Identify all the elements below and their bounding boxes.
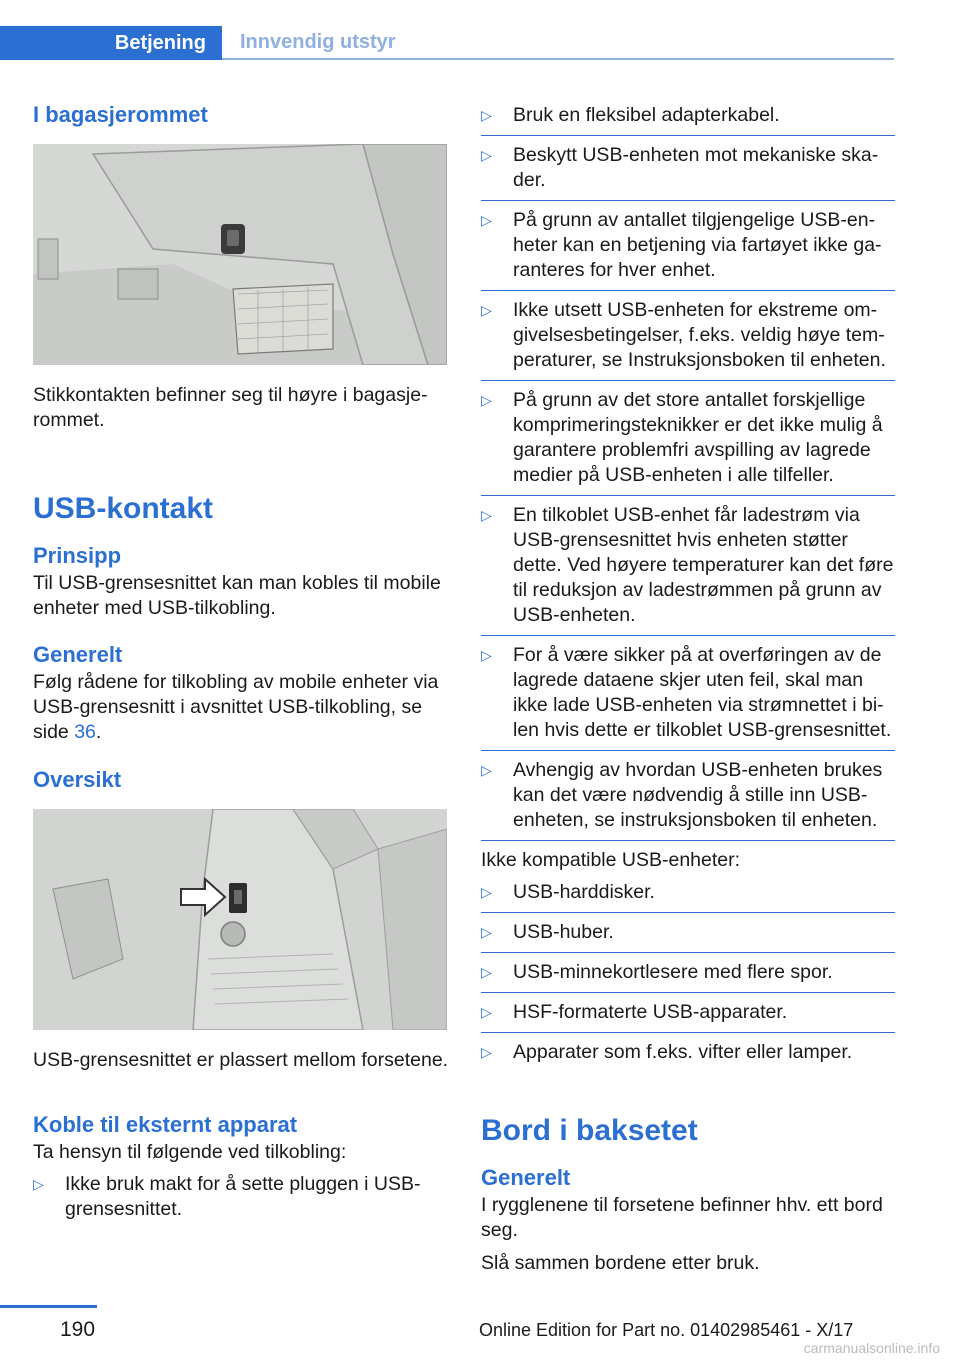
- list-item-text: HSF-formaterte USB-apparater.: [513, 1001, 788, 1023]
- paragraph-koble-til: Ta hensyn til følgende ved tilkobling:: [33, 1141, 347, 1163]
- bullet-triangle-icon: ▷: [481, 1004, 492, 1020]
- list-item: [481, 290, 895, 373]
- bullet-triangle-icon: ▷: [481, 392, 492, 408]
- paragraph-bord-2: Slå sammen bordene etter bruk.: [481, 1252, 760, 1274]
- list-item: [481, 200, 895, 283]
- bullet-triangle-icon: ▷: [481, 964, 492, 980]
- list-item: [481, 750, 895, 833]
- list-item-text: USB-huber.: [513, 921, 614, 943]
- watermark: carmanualsonline.info: [803, 1340, 940, 1356]
- list-koble-til: [33, 1172, 449, 1222]
- heading-koble-til: Koble til eksternt apparat: [33, 1112, 298, 1137]
- page-number: 190: [60, 1318, 96, 1341]
- list-item: [481, 992, 895, 1025]
- bullet-triangle-icon: ▷: [481, 1044, 492, 1060]
- caption-console: USB-grensesnittet er plassert mellom forsetene.: [33, 1049, 449, 1071]
- list-item: [481, 103, 895, 128]
- list-item-text: USB-minnekortlesere med flere spor.: [513, 961, 833, 983]
- list-item: [481, 495, 895, 628]
- heading-bagasjerommet: I bagasjerommet: [33, 102, 208, 127]
- paragraph-generelt: [33, 670, 449, 745]
- tab-betjening[interactable]: Betjening: [0, 26, 222, 60]
- trunk-illustration: [33, 144, 447, 365]
- list-item: [481, 952, 895, 985]
- bullet-triangle-icon: ▷: [481, 147, 492, 163]
- list-item-text: Ikke utsett USB-enheten for ekstreme omgivelsesbetingelser, f.eks. veldig høye temperaturer, se Instruksjonsboken til enheten.: [513, 299, 886, 371]
- list-item: [481, 880, 895, 905]
- list-usb-advice: [481, 103, 895, 833]
- list-item: [481, 635, 895, 743]
- tab-innvendig-utstyr[interactable]: Innvendig utstyr: [222, 26, 894, 60]
- caption-trunk: Stikkontakten befinner seg til høyre i bagasjerommet.: [33, 384, 428, 431]
- heading-generelt-2: Generelt: [481, 1165, 571, 1190]
- usb-console-illustration: [33, 809, 447, 1030]
- bullet-triangle-icon: ▷: [481, 302, 492, 318]
- bullet-triangle-icon: ▷: [481, 647, 492, 663]
- bullet-triangle-icon: ▷: [481, 107, 492, 123]
- list-item: [481, 1032, 895, 1065]
- bullet-triangle-icon: ▷: [481, 924, 492, 940]
- paragraph-bord-1: I rygglenene til forsetene befinner hhv. ett bord seg.: [481, 1194, 883, 1241]
- list-incompatible: [481, 880, 895, 1065]
- page-link-36[interactable]: 36: [74, 721, 96, 743]
- bullet-triangle-icon: ▷: [481, 884, 492, 900]
- divider: [481, 840, 895, 873]
- console-figure: [33, 809, 447, 1030]
- list-item: [481, 912, 895, 945]
- list-item-text: Apparater som f.eks. vifter eller lamper.: [513, 1041, 853, 1063]
- list-item-text: En tilkoblet USB-enhet får ladestrøm via USB-grensesnittet hvis enheten støtter dette. Ved høyere temperaturer kan det føre til reduksjon av ladestrømmen på grunn av USB-enheten.: [513, 504, 894, 626]
- list-item-text: På grunn av det store antallet forskjellige komprimeringsteknikker er det ikke mulig å garantere problemfri avspilling av lagrede medier på USB-enheten i alle tilfeller.: [513, 389, 883, 486]
- list-item: [481, 135, 895, 193]
- bullet-triangle-icon: ▷: [33, 1176, 44, 1192]
- text-generelt: Følg rådene for tilkobling av mobile enheter via USB-grensesnitt i avsnittet USB-tilkobling, se side: [33, 671, 439, 743]
- heading-generelt: Generelt: [33, 642, 123, 667]
- bullet-triangle-icon: ▷: [481, 762, 492, 778]
- list-item-text: Bruk en fleksibel adapterkabel.: [513, 104, 780, 126]
- paragraph-prinsipp: Til USB-grensesnittet kan man kobles til mobile enheter med USB-tilkobling.: [33, 572, 441, 619]
- left-column: [33, 100, 449, 1222]
- list-item-text: Avhengig av hvordan USB-enheten brukes kan det være nødvendig å stille inn USB-enheten, se instruksjonsboken til enheten.: [513, 759, 883, 831]
- trunk-figure: [33, 144, 447, 365]
- heading-prinsipp: Prinsipp: [33, 543, 122, 568]
- heading-usb-kontakt: USB-kontakt: [33, 492, 214, 525]
- list-item-text: På grunn av antallet tilgjengelige USB-enheter kan en betjening via fartøyet ikke garanteres for hver enhet.: [513, 209, 882, 281]
- list-item-text: Beskytt USB-enheten mot mekaniske skader.: [513, 144, 879, 191]
- text-period: .: [95, 721, 102, 743]
- heading-oversikt: Oversikt: [33, 767, 122, 792]
- bullet-triangle-icon: ▷: [481, 212, 492, 228]
- footer-rule: [0, 1305, 97, 1308]
- list-item-text: Ikke bruk makt for å sette pluggen i USB-grensesnittet.: [65, 1173, 421, 1220]
- list-item-text: For å være sikker på at overføringen av de lagrede dataene skjer uten feil, skal man ikke lade USB-enheten via strømnettet i bilen hvis dette er tilkoblet USB-grensesnittet.: [513, 644, 892, 741]
- edition-text: Online Edition for Part no. 01402985461 - X/17: [479, 1320, 854, 1340]
- bullet-triangle-icon: ▷: [481, 507, 492, 523]
- list-item: [33, 1172, 449, 1222]
- paragraph-ikke-kompatible: Ikke kompatible USB-enheter:: [481, 849, 741, 871]
- list-item: [481, 380, 895, 488]
- page-header: [0, 0, 960, 62]
- heading-bord-i-baksetet: Bord i baksetet: [481, 1114, 698, 1147]
- right-column: [481, 100, 895, 1276]
- list-item-text: USB-harddisker.: [513, 881, 655, 903]
